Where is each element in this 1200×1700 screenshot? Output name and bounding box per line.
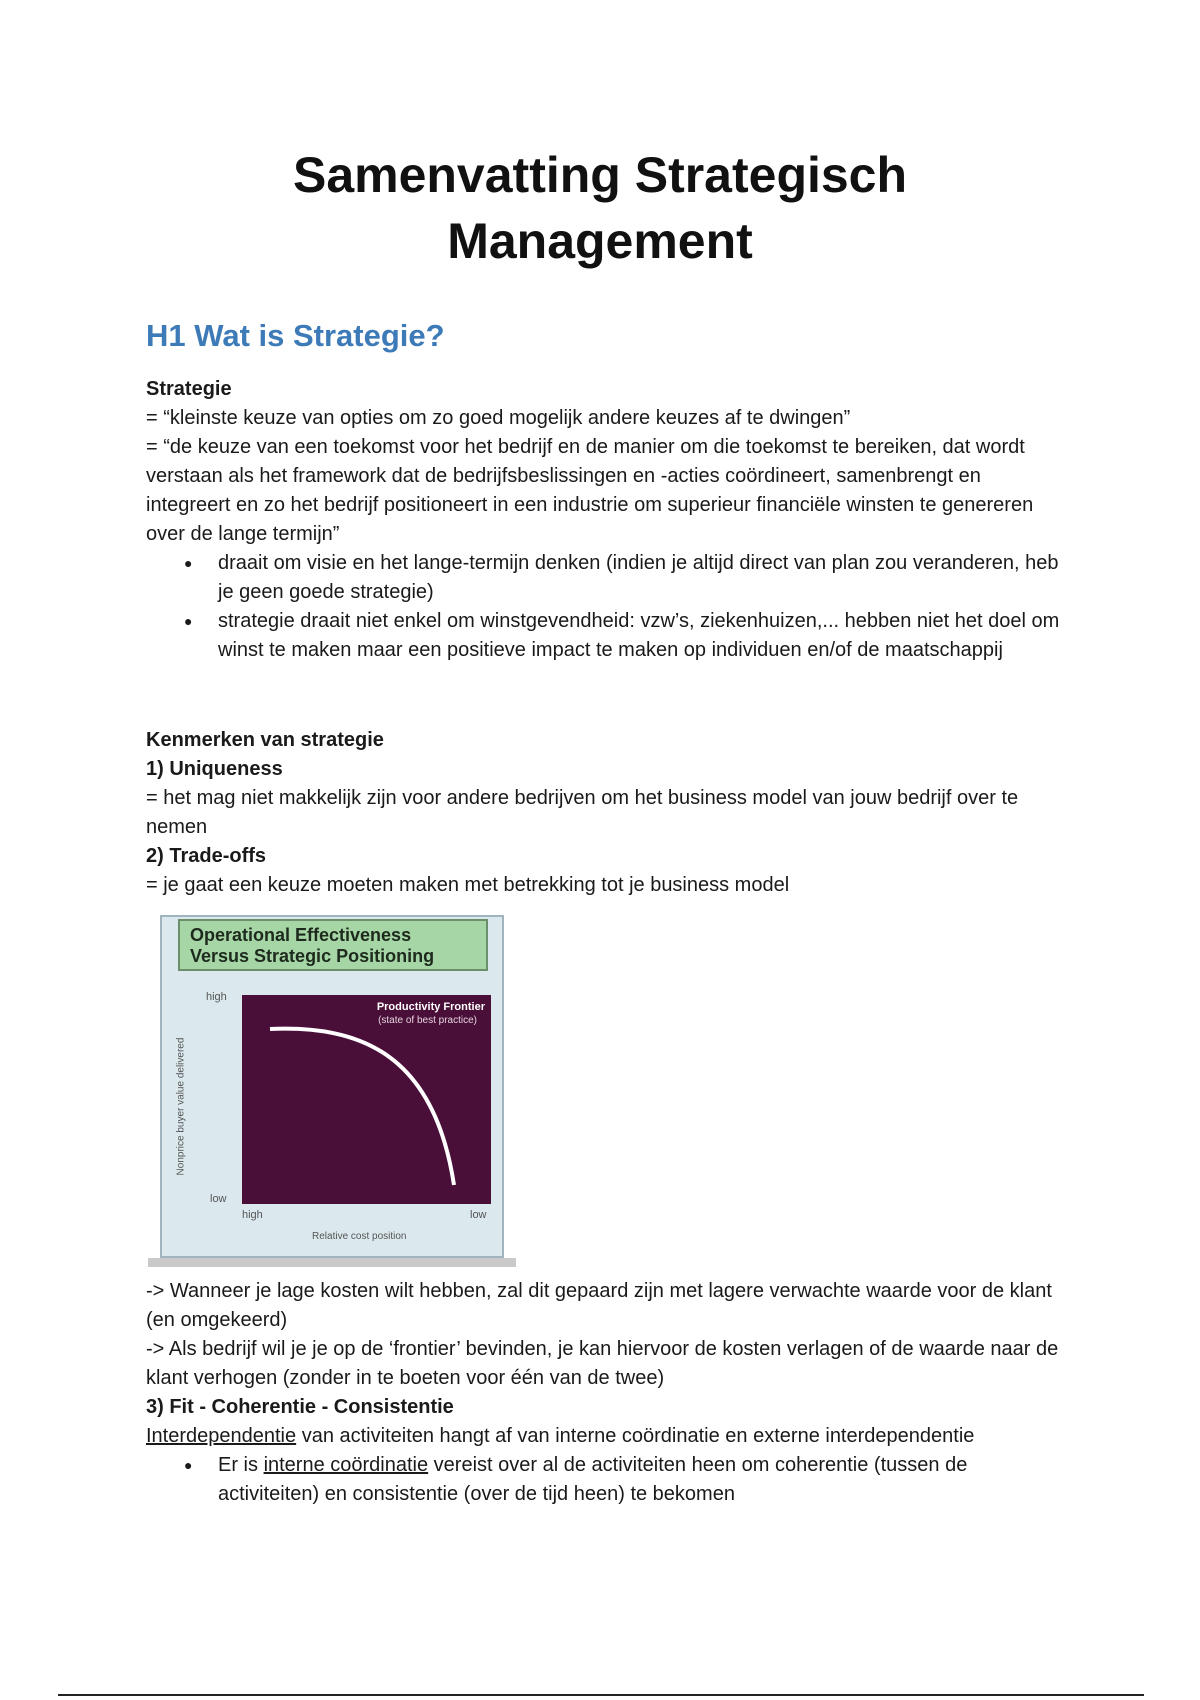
frontier-title: Productivity Frontier bbox=[376, 1001, 485, 1013]
productivity-frontier-figure bbox=[148, 915, 516, 1270]
strategie-section bbox=[146, 375, 1066, 665]
list-item bbox=[146, 1451, 1066, 1509]
interne-coordinatie-term: interne coördinatie bbox=[263, 1454, 429, 1476]
section-heading-h1: H1 Wat is Strategie? bbox=[146, 318, 445, 353]
strategie-bullet-list bbox=[146, 549, 1066, 665]
plot-area bbox=[242, 995, 491, 1204]
tradeoffs-title: 2) Trade-offs bbox=[146, 845, 267, 867]
uniqueness-text: = het mag niet makkelijk zijn voor andere bedrijven om het business model van jouw bedrijf over te nemen bbox=[146, 787, 1019, 838]
frontier-curve-svg bbox=[242, 995, 491, 1204]
figure-title-line-2: Versus Strategic Positioning bbox=[190, 946, 435, 966]
y-axis-low-label: low bbox=[210, 1193, 227, 1205]
x-axis-high-label: high bbox=[242, 1209, 263, 1221]
bullet-prefix: Er is bbox=[218, 1454, 264, 1476]
x-axis-low-label: low bbox=[470, 1209, 487, 1221]
page-bottom-rule bbox=[58, 1694, 1144, 1696]
figure-title-line-1: Operational Effectiveness bbox=[190, 925, 412, 945]
strategie-definition-1: = “kleinste keuze van opties om zo goed mogelijk andere keuzes af te dwingen” bbox=[146, 407, 851, 429]
tradeoffs-text: = je gaat een keuze moeten maken met betrekking tot je business model bbox=[146, 874, 790, 896]
bullet-rest: vereist over al de activiteiten heen om coherentie (tussen de activiteiten) en consistentie (over de tijd heen) te bekomen bbox=[218, 1454, 968, 1505]
figure-shadow bbox=[148, 1258, 516, 1267]
y-axis-label: Nonprice buyer value delivered bbox=[175, 1037, 187, 1176]
fit-bullet-list bbox=[146, 1451, 1066, 1509]
page-title bbox=[0, 142, 1200, 274]
figure-title-box bbox=[178, 919, 488, 971]
uniqueness-title: 1) Uniqueness bbox=[146, 758, 283, 780]
strategie-definition-2: = “de keuze van een toekomst voor het bedrijf en de manier om die toekomst te bereiken, dat wordt verstaan als het framework dat de bedrijfsbeslissingen en -acties coördineert, samenbrengt en integreert en zo het bedrijf positioneert in een industrie om superieur financiële winsten te genereren over de lange termijn” bbox=[146, 436, 1034, 545]
x-axis-label: Relative cost position bbox=[312, 1231, 407, 1242]
kenmerken-heading: Kenmerken van strategie bbox=[146, 729, 384, 751]
fit-title: 3) Fit - Coherentie - Consistentie bbox=[146, 1396, 454, 1418]
strategie-term: Strategie bbox=[146, 378, 232, 400]
frontier-curve bbox=[270, 1029, 454, 1185]
kenmerken-section bbox=[146, 726, 1066, 900]
arrow-note-2: -> Als bedrijf wil je je op de ‘frontier’ bevinden, je kan hiervoor de kosten verlagen of de waarde naar de klant verhogen (zonder in te boeten voor één van de twee) bbox=[146, 1338, 1059, 1389]
figure-frame bbox=[160, 915, 504, 1258]
interdependentie-paragraph bbox=[146, 1422, 1066, 1451]
y-axis-high-label: high bbox=[206, 991, 227, 1003]
interdependentie-term: Interdependentie bbox=[146, 1425, 297, 1447]
interdependentie-rest: van activiteiten hangt af van interne coördinatie en externe interdependentie bbox=[296, 1425, 975, 1447]
page-title-line-1: Samenvatting Strategisch bbox=[292, 147, 908, 203]
after-figure-section bbox=[146, 1277, 1066, 1509]
list-item: ● draait om visie en het lange-termijn denken (indien je altijd direct van plan zou veranderen, heb je geen goede strategie) bbox=[146, 549, 1066, 607]
page-title-line-2: Management bbox=[447, 213, 753, 269]
arrow-note-1: -> Wanneer je lage kosten wilt hebben, zal dit gepaard zijn met lagere verwachte waarde voor de klant (en omgekeerd) bbox=[146, 1280, 1052, 1331]
list-item: ● strategie draait niet enkel om winstgevendheid: vzw’s, ziekenhuizen,... hebben niet het doel om winst te maken maar een positieve impact te maken op individuen en/of de maatschappij bbox=[146, 607, 1066, 665]
frontier-subtitle: (state of best practice) bbox=[378, 1015, 477, 1026]
